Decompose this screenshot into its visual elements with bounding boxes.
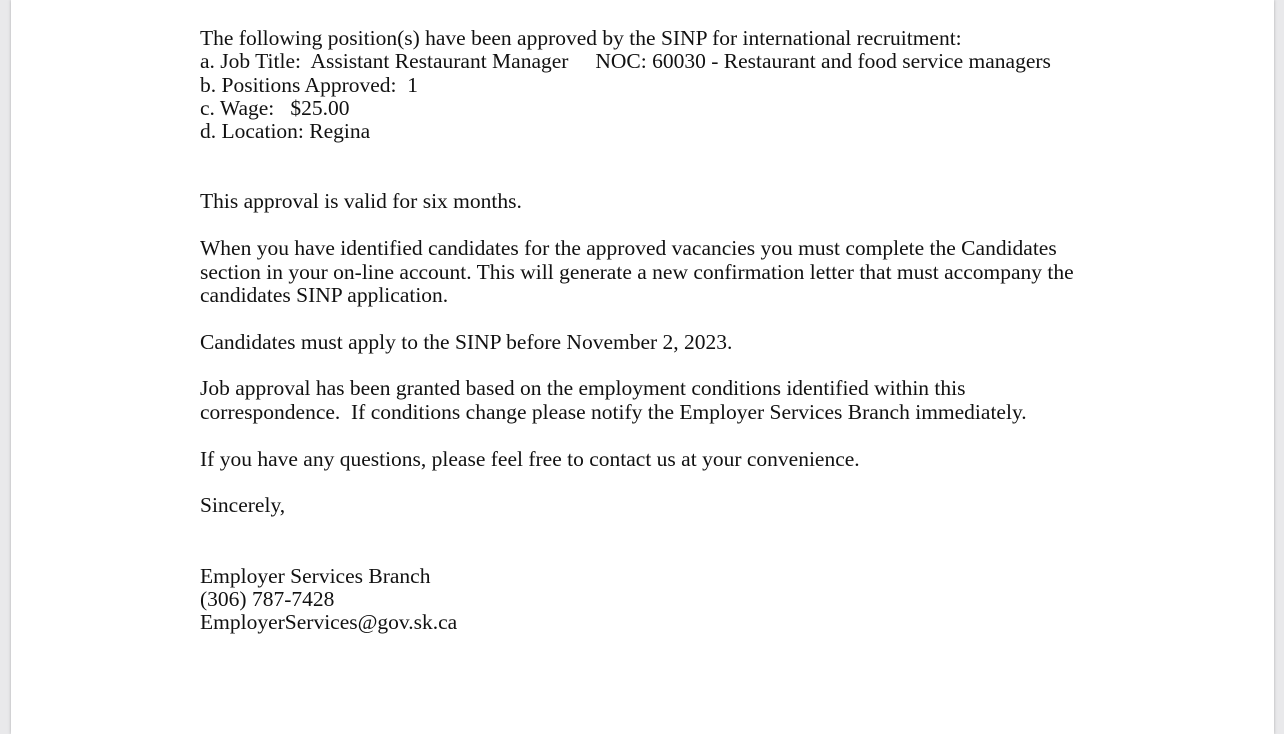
candidates-line: section in your on-line account. This will generate a new confirmation letter that must accompany the	[200, 259, 1074, 284]
conditions-line: correspondence. If conditions change please notify the Employer Services Branch immediately.	[200, 399, 1027, 424]
letter-body	[200, 27, 1200, 635]
signature-phone[interactable]: (306) 787-7428	[200, 586, 335, 611]
location-line: d. Location: Regina	[200, 119, 371, 144]
signature-spacer	[200, 518, 1200, 565]
spacer	[200, 214, 1200, 238]
deadline-paragraph: Candidates must apply to the SINP before November 2, 2023.	[200, 329, 733, 354]
positions-approved-line: b. Positions Approved: 1	[200, 72, 419, 97]
approved-positions-block	[200, 27, 1200, 143]
spacer	[200, 471, 1200, 495]
candidates-line: When you have identified candidates for the approved vacancies you must complete the Candidates	[200, 236, 1057, 261]
positions-intro: The following position(s) have been approved by the SINP for international recruitment:	[200, 26, 962, 50]
signature-block	[200, 565, 1200, 635]
candidates-line: candidates SINP application.	[200, 282, 449, 307]
questions-paragraph: If you have any questions, please feel free to contact us at your convenience.	[200, 446, 860, 471]
signature-email[interactable]: EmployerServices@gov.sk.ca	[200, 610, 458, 635]
signature-branch: Employer Services Branch	[200, 563, 431, 588]
spacer	[200, 424, 1200, 448]
letter-page	[11, 0, 1274, 734]
spacer	[200, 307, 1200, 331]
conditions-line: Job approval has been granted based on the employment conditions identified within this	[200, 376, 966, 401]
validity-paragraph: This approval is valid for six months.	[200, 189, 522, 214]
spacer	[200, 143, 1200, 190]
wage-line: c. Wage: $25.00	[200, 95, 350, 120]
candidates-paragraph	[200, 237, 1200, 307]
conditions-paragraph	[200, 377, 1200, 424]
spacer	[200, 354, 1200, 378]
job-title-line: a. Job Title: Assistant Restaurant Manager NOC: 60030 - Restaurant and food service managers	[200, 49, 1051, 74]
closing: Sincerely,	[200, 493, 286, 518]
